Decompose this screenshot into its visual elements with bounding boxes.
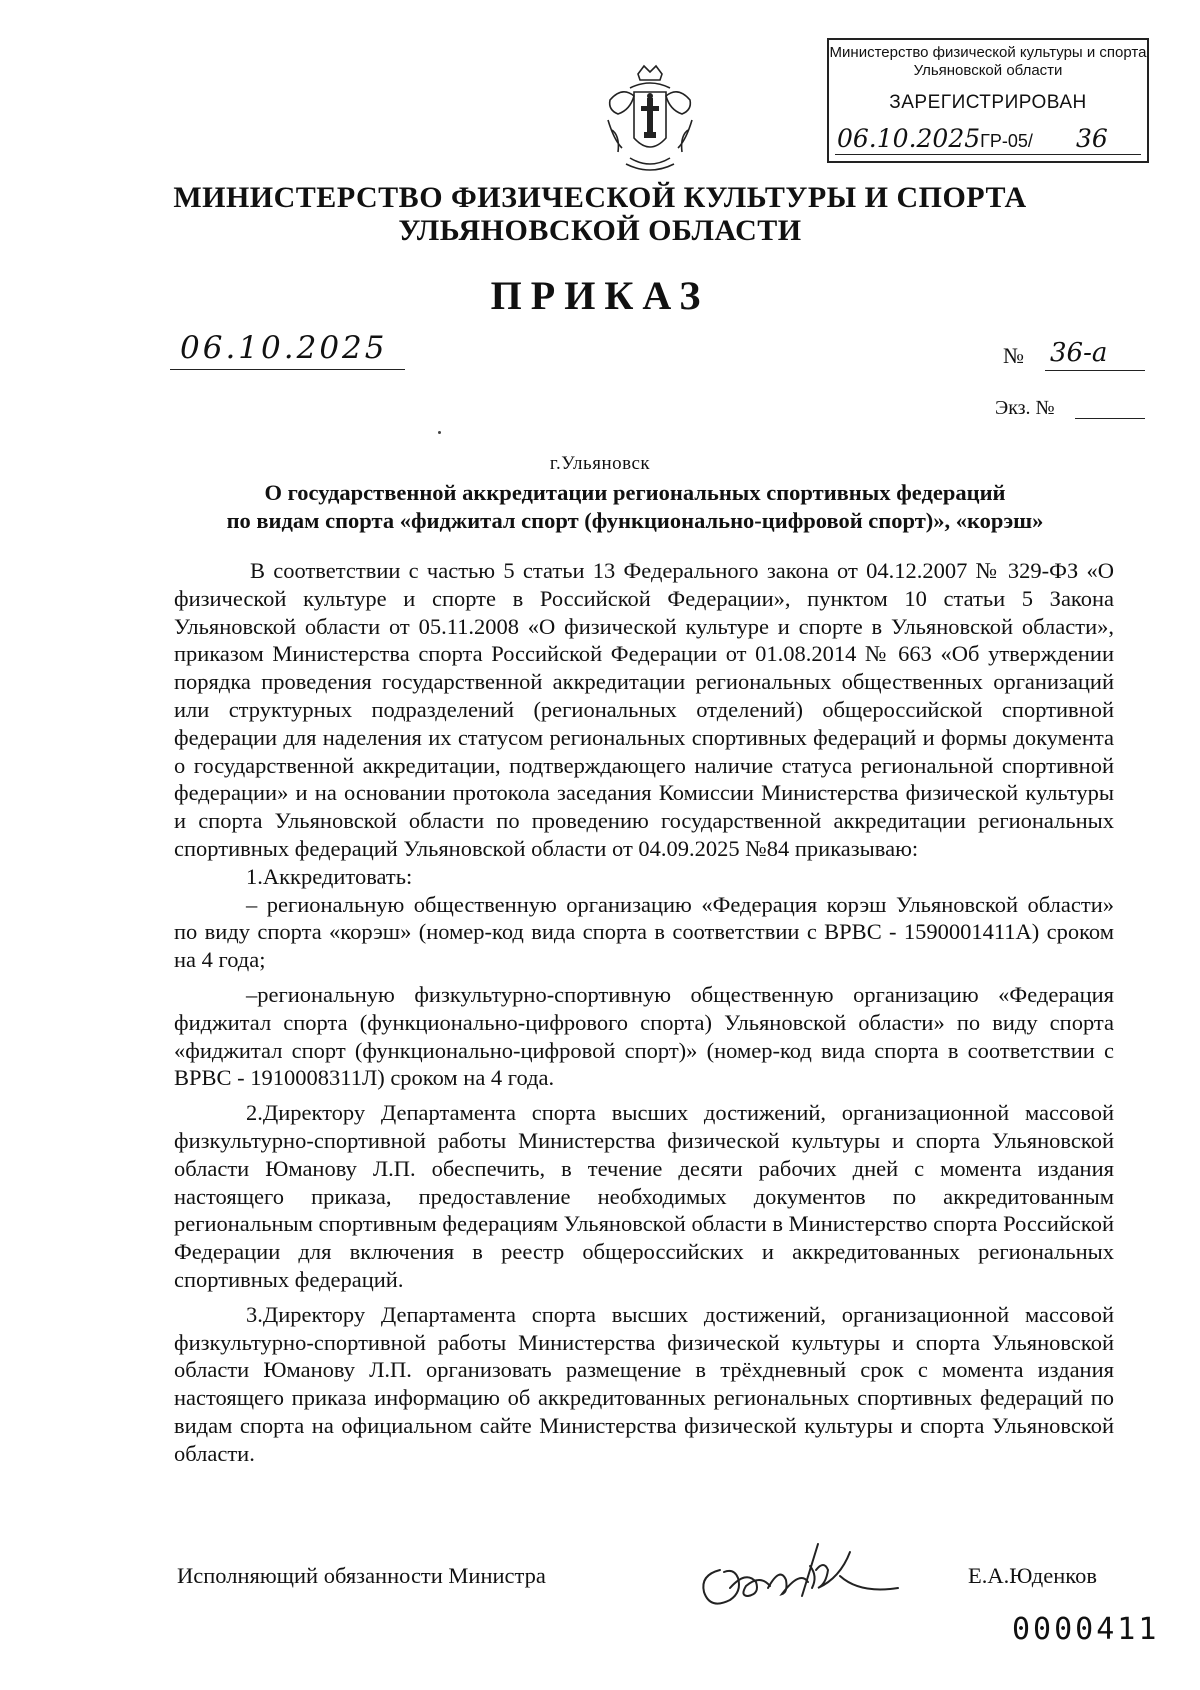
copy-number-label: Экз. № xyxy=(995,397,1055,419)
registration-stamp xyxy=(827,38,1149,163)
scan-dot xyxy=(438,431,441,434)
stamp-org-line2: Ульяновской области xyxy=(913,62,1063,79)
city: г.Ульяновск xyxy=(549,453,651,474)
ministry-name-line2: УЛЬЯНОВСКОЙ ОБЛАСТИ xyxy=(398,214,802,247)
copy-number-underline xyxy=(1075,418,1145,419)
stamp-status: ЗАРЕГИСТРИРОВАН xyxy=(889,92,1087,113)
stamp-reg-number: 36 xyxy=(1075,124,1108,153)
order-subject xyxy=(170,479,1100,535)
stamp-reg-prefix: ГР-05/ xyxy=(980,131,1033,151)
ministry-name-line1: МИНИСТЕРСТВО ФИЗИЧЕСКОЙ КУЛЬТУРЫ И СПОРТА xyxy=(173,181,1027,214)
subject-line2: по видам спорта «фиджитал спорт (функционально-цифровой спорт)», «корэш» xyxy=(226,508,1044,533)
signer-position: Исполняющий обязанности Министра xyxy=(177,1563,546,1588)
date-underline xyxy=(170,369,405,370)
signer-name: Е.А.Юденков xyxy=(968,1563,1097,1588)
number-underline xyxy=(1045,370,1145,371)
order-number: 36-а xyxy=(1050,338,1108,368)
order-date: 06.10.2025 xyxy=(180,330,388,366)
form-serial-number: 0000411 xyxy=(1012,1612,1160,1647)
order-number-label: № xyxy=(1003,343,1024,368)
stamp-reg-date: 06.10.2025 xyxy=(837,124,981,153)
item1-title: 1.Аккредитовать: xyxy=(246,863,413,889)
order-body xyxy=(174,557,1114,1468)
coat-of-arms-emblem xyxy=(600,60,700,178)
item3-paragraph: 3.Директору Департамента спорта высших достижений, организационной массовой физкультурно-спортивной работы Министерства физической культуры и спорта Ульяновской области Юманову Л.П. организовать размещение в трёхдневный срок с момента издания настоящего приказа информацию об аккредитованных региональных спортивных федераций по видам спорта на официальном сайте Министерства физической культуры и спорта Ульяновской области. xyxy=(174,1301,1114,1466)
subject-line1: О государственной аккредитации региональных спортивных федераций xyxy=(264,480,1006,505)
stamp-underline xyxy=(835,154,1141,155)
stamp-org-line1: Министерство физической культуры и спорта xyxy=(829,44,1147,61)
item2-paragraph: 2.Директору Департамента спорта высших достижений, организационной массовой физкультурно-спортивной работы Министерства физической культуры и спорта Ульяновской области Юманову Л.П. обеспечить, в течение десяти рабочих дней с момента издания настоящего приказа, предоставление необходимых документов по аккредитованным региональным спортивным федерациям Ульяновской области в Министерство спорта Российской Федерации для включения в реестр общероссийских и аккредитованных региональных спортивных федераций. xyxy=(174,1100,1114,1292)
preamble-paragraph: В соответствии с частью 5 статьи 13 Федерального закона от 04.12.2007 № 329-ФЗ «О физической культуре и спорте в Российской Федерации», пунктом 10 статьи 5 Закона Ульяновской области от 05.11.2008 «О физической культуре и спорте в Ульяновской области», приказом Министерства спорта Российской Федерации от 01.08.2014 № 663 «Об утверждении порядка проведения государственной аккредитации региональных общественных организаций или структурных подразделений (региональных отделений) общероссийской спортивной федерации для наделения их статусом региональных спортивных федераций и формы документа о государственной аккредитации, подтверждающего наличие статуса региональной спортивной федерации» и на основании протокола заседания Комиссии Министерства физической культуры и спорта Ульяновской области по проведению государственной аккредитации региональных спортивных федераций Ульяновской области от 04.09.2025 №84 приказываю: xyxy=(174,558,1114,861)
item1-subitem-b: –региональную физкультурно-спортивную общественную организацию «Федерация фиджитал спорта (функционально-цифрового спорта) Ульяновской области» по виду спорта «фиджитал спорт (функционально-цифровой спорт)» (номер-код вида спорта в соответствии с ВРВС - 1910008311Л) сроком на 4 года. xyxy=(174,981,1114,1091)
handwritten-signature xyxy=(690,1530,905,1615)
document-type-title: ПРИКАЗ xyxy=(490,273,710,318)
stamp-registration-line xyxy=(837,124,1139,156)
item1-subitem-a: – региональную общественную организацию «Федерация корэш Ульяновской области» по виду спорта «корэш» (номер-код вида спорта в соответствии с ВРВС - 1590001411А) сроком на 4 года; xyxy=(174,891,1114,973)
